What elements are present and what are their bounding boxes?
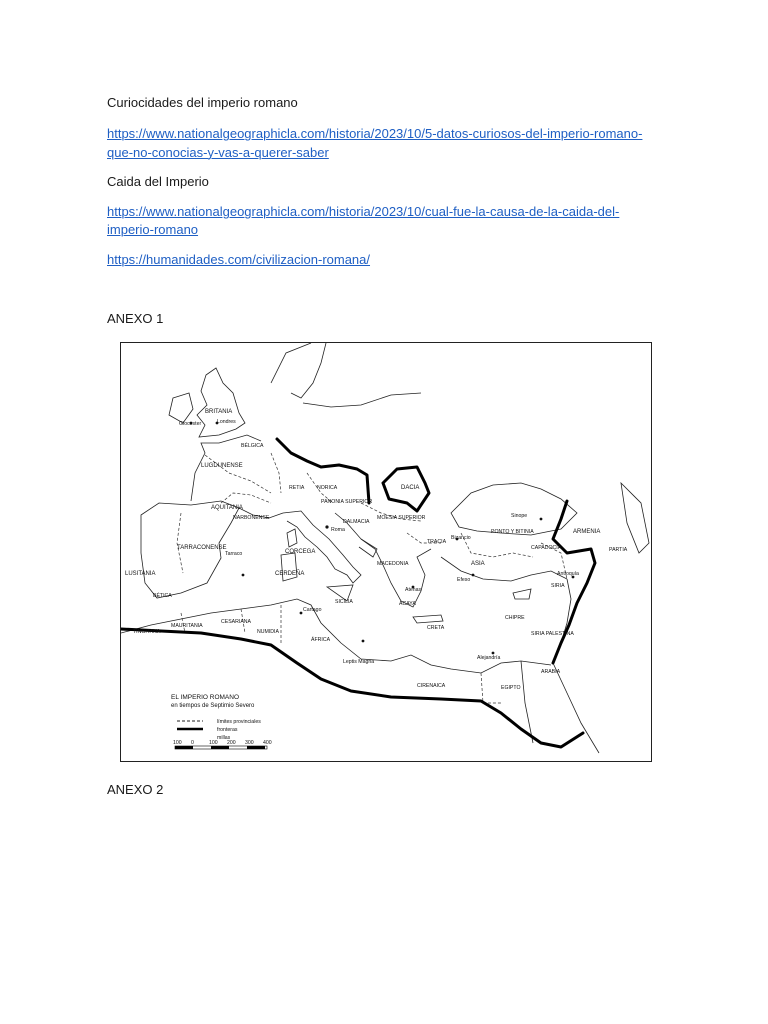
- label-lusitania: LUSITANIA: [125, 571, 156, 577]
- scale-tick-label: 100: [173, 740, 182, 746]
- label-sinope: Sinope: [511, 513, 528, 519]
- label-lugdunense: LUGDUNENSE: [201, 463, 243, 469]
- label-panonia: PANONIA SUPERIOR: [321, 499, 373, 505]
- label-efeso: Efeso: [457, 577, 471, 583]
- label-antioquia: Antioquía: [557, 571, 579, 577]
- label-londres: Londres: [217, 419, 236, 425]
- heading-curiosidades: Curiocidades del imperio romano: [107, 95, 298, 110]
- label-dacia: DACIA: [401, 485, 420, 491]
- label-corcega: CORCEGA: [285, 549, 316, 555]
- label-cirenaica: CIRENAICA: [417, 683, 446, 689]
- label-numidia: NUMIDIA: [257, 629, 279, 635]
- label-moesia: MOESIA SUPERIOR: [377, 515, 426, 521]
- label-cerdena: CERDEÑA: [275, 571, 305, 577]
- link-causa-caida-line2[interactable]: imperio-romano: [107, 222, 199, 237]
- scale-bar-segment: [211, 746, 229, 749]
- label-africa: ÁFRICA: [311, 637, 331, 643]
- scale-bar-segment: [175, 746, 193, 749]
- legend-title: EL IMPERIO ROMANO: [171, 694, 240, 701]
- label-retia: RETIA: [289, 485, 305, 491]
- label-macedonia: MACEDONIA: [377, 561, 409, 567]
- label-leptis: Leptis Magna: [343, 659, 375, 665]
- label-tarraco: Tarraco: [225, 551, 243, 557]
- label-capadocia: CAPADOCIA: [531, 545, 562, 551]
- scale-tick-label: 300: [245, 740, 254, 746]
- label-tingitana: TINGITANA: [133, 629, 161, 635]
- heading-caida: Caida del Imperio: [107, 174, 209, 189]
- legend-frontier-label: fronteras: [217, 727, 238, 733]
- label-acaya: ACAYA: [399, 601, 416, 607]
- scale-tick-label: 0: [191, 740, 194, 746]
- label-cesariana: CESARIANA: [221, 619, 251, 625]
- provincial-boundaries: [177, 453, 567, 703]
- link-causa-caida-line1[interactable]: https://www.nationalgeographicla.com/historia/2023/10/cual-fue-la-causa-de-la-caida-del-: [107, 204, 620, 219]
- scale-tick-label: 100: [209, 740, 218, 746]
- scale-tick-label: 200: [227, 740, 236, 746]
- label-arabia: ARABIA: [541, 669, 561, 675]
- label-sicilia: SICILIA: [335, 599, 353, 605]
- label-bizancio: Bizancio: [451, 535, 471, 541]
- label-tracia: TRACIA: [427, 539, 447, 545]
- scale-tick-label: 400: [263, 740, 272, 746]
- label-dalmacia: DALMACIA: [343, 519, 370, 525]
- label-britania: BRITANIA: [205, 409, 233, 415]
- legend-provincial-label: límites provinciales: [217, 719, 261, 725]
- legend-subtitle: en tiempos de Septimio Severo: [171, 703, 255, 709]
- label-belgica: BÉLGICA: [241, 443, 264, 449]
- label-armenia: ARMENIA: [573, 529, 601, 535]
- label-mauritania: MAURITANIA: [171, 623, 203, 629]
- label-tarraconense: TARRACONENSE: [177, 545, 227, 551]
- scale-bar-segment: [247, 746, 265, 749]
- link-datos-curiosos-line2[interactable]: que-no-conocias-y-vas-a-querer-saber: [107, 145, 329, 160]
- label-siria-palestina: SIRIA PALESTINA: [531, 631, 574, 637]
- legend-units: millas: [217, 735, 231, 741]
- link-humanidades[interactable]: https://humanidades.com/civilizacion-romana/: [107, 252, 371, 267]
- label-betica: BÉTICA: [153, 593, 172, 599]
- label-creta: CRETA: [427, 625, 445, 631]
- map-legend: [171, 694, 272, 749]
- annex-2-heading: ANEXO 2: [107, 782, 164, 797]
- label-partia: PARTIA: [609, 547, 628, 553]
- label-alejandria: Alejandría: [477, 655, 501, 661]
- label-narbonense: NARBONENSE: [233, 515, 270, 521]
- link-datos-curiosos-line1[interactable]: https://www.nationalgeographicla.com/historia/2023/10/5-datos-curiosos-del-imperio-romano-: [107, 126, 643, 141]
- label-ponto: PONTO Y BITINIA: [491, 529, 534, 535]
- label-gloucester: Glocester: [179, 421, 202, 427]
- label-egipto: EGIPTO: [501, 685, 521, 691]
- annex-1-heading: ANEXO 1: [107, 311, 164, 326]
- roman-empire-map: [120, 342, 652, 762]
- label-siria: SIRIA: [551, 583, 565, 589]
- label-atenas: Atenas: [405, 587, 422, 593]
- label-norica: NORICA: [317, 485, 338, 491]
- map-drawing: [121, 343, 651, 761]
- label-cartago: Cartago: [303, 607, 322, 613]
- label-asia: ASIA: [471, 561, 485, 567]
- label-chipre: CHIPRE: [505, 615, 525, 621]
- label-aquitania: AQUITANIA: [211, 505, 243, 511]
- label-roma: Roma: [331, 527, 345, 533]
